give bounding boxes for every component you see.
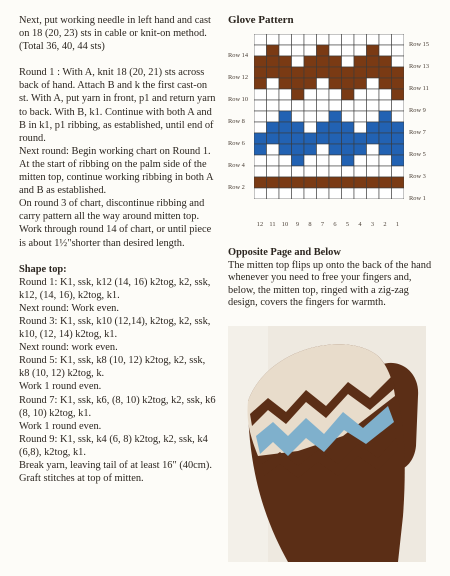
chart-cell [292, 67, 305, 78]
chart-cell [317, 144, 330, 155]
chart-cell [392, 111, 405, 122]
mitten-illustration [228, 326, 426, 562]
chart-cell [379, 89, 392, 100]
chart-cell [254, 34, 267, 45]
column-label: 5 [345, 221, 350, 228]
chart-cell [254, 56, 267, 67]
chart-cell [379, 122, 392, 133]
chart-cell [354, 122, 367, 133]
column-label: 1 [395, 221, 400, 228]
row-label: Row 9 [409, 107, 426, 114]
column-label: 8 [308, 221, 312, 228]
chart-cell [279, 188, 292, 199]
row-label: Row 3 [409, 173, 426, 180]
chart-cell [329, 155, 342, 166]
chart-cell [279, 166, 292, 177]
chart-cell [317, 89, 330, 100]
chart-cell [304, 78, 317, 89]
instructions-column [19, 14, 216, 485]
chart-cell [392, 166, 405, 177]
caption-heading: Opposite Page and Below [228, 247, 341, 258]
chart-cell [292, 100, 305, 111]
chart-cell [292, 78, 305, 89]
column-label: 7 [320, 221, 325, 228]
chart-cell [392, 67, 405, 78]
chart-cell [304, 111, 317, 122]
chart-cell [379, 78, 392, 89]
chart-cell [304, 133, 317, 144]
chart-cell [304, 144, 317, 155]
chart-cell [304, 89, 317, 100]
chart-cell [379, 133, 392, 144]
row-label: Row 7 [409, 129, 426, 136]
chart-cell [367, 133, 380, 144]
chart-cell [292, 34, 305, 45]
chart-cell [267, 144, 280, 155]
chart-cell [304, 45, 317, 56]
chart-cell [267, 100, 280, 111]
chart-cell [304, 56, 317, 67]
chart-cell [354, 34, 367, 45]
chart-cell [367, 111, 380, 122]
column-label: 11 [269, 221, 276, 228]
chart-cell [392, 133, 405, 144]
chart-cell [254, 45, 267, 56]
chart-cell [292, 45, 305, 56]
shape-line: Break yarn, leaving tail of at least 16" (40cm). [19, 460, 212, 471]
chart-cell [292, 188, 305, 199]
chart-cell [354, 133, 367, 144]
chart-cell [304, 100, 317, 111]
chart-cell [292, 122, 305, 133]
row-label: Row 13 [409, 63, 430, 70]
chart-cell [304, 155, 317, 166]
chart-cell [392, 177, 405, 188]
row-label: Row 2 [228, 184, 245, 191]
chart-cell [329, 67, 342, 78]
chart-cell [342, 166, 355, 177]
chart-cell [354, 177, 367, 188]
intro-paragraph: Next, put working needle in left hand and cast on 18 (20, 23) sts in cable or knit-on method. (Total 36, 40, 44 sts) [19, 15, 211, 53]
chart-cell [354, 89, 367, 100]
row-label: Row 11 [409, 85, 429, 92]
chart-cell [342, 67, 355, 78]
shape-line: Graft stitches at top of mitten. [19, 473, 144, 485]
shape-line: Round 3: K1, ssk, k10 (12,14), k2tog, k2, ssk, k10, (12, 14) k2tog, k1. [19, 315, 211, 341]
chart-cell [317, 177, 330, 188]
chart-cell [279, 144, 292, 155]
column-label: 10 [281, 221, 289, 228]
chart-cell [304, 188, 317, 199]
chart-cell [367, 144, 380, 155]
chart-cell [267, 45, 280, 56]
chart-cell [317, 100, 330, 111]
chart-cell [392, 56, 405, 67]
chart-cell [254, 188, 267, 199]
caption-text: The mitten top flips up onto the back of the hand whenever you need to free your fingers and, below, the mitten top, ringed with a zig-zag design, covers the fingers for warmth. [228, 259, 432, 309]
chart-cell [292, 144, 305, 155]
row-label: Row 8 [228, 118, 245, 125]
chart-cell [379, 188, 392, 199]
chart-cell [304, 67, 317, 78]
column-label: 9 [295, 221, 300, 228]
column-label: 6 [333, 221, 337, 228]
chart-cell [392, 34, 405, 45]
chart-cell [279, 67, 292, 78]
chart-cell [317, 122, 330, 133]
chart-cell [392, 155, 405, 166]
chart-cell [254, 78, 267, 89]
chart-cell [392, 45, 405, 56]
chart-cell [379, 166, 392, 177]
column-label: 2 [383, 221, 387, 228]
chart-cell [254, 67, 267, 78]
chart-cell [279, 133, 292, 144]
chart-cell [342, 144, 355, 155]
chart-cell [392, 144, 405, 155]
chart-cell [292, 133, 305, 144]
chart-cell [392, 100, 405, 111]
shape-line: Next round: work even. [19, 342, 118, 354]
chart-cell [329, 188, 342, 199]
chart-cell [292, 89, 305, 100]
chart-cell [342, 34, 355, 45]
chart-cell [379, 100, 392, 111]
chart-cell [292, 56, 305, 67]
chart-cell [329, 56, 342, 67]
chart-cell [379, 45, 392, 56]
chart-cell [279, 100, 292, 111]
chart-cell [292, 155, 305, 166]
chart-cell [254, 89, 267, 100]
chart-cell [342, 155, 355, 166]
chart-cell [267, 56, 280, 67]
chart-title: Glove Pattern [228, 14, 294, 26]
chart-cell [267, 67, 280, 78]
column-label: 12 [256, 221, 264, 228]
chart-cell [304, 122, 317, 133]
chart-cell [279, 45, 292, 56]
chart-cell [342, 56, 355, 67]
chart-cell [329, 34, 342, 45]
chart-cell [354, 67, 367, 78]
chart-cell [329, 89, 342, 100]
chart-cell [354, 144, 367, 155]
chart-cell [267, 155, 280, 166]
chart-cell [267, 78, 280, 89]
chart-cell [392, 188, 405, 199]
chart-cell [329, 144, 342, 155]
chart-cell [342, 122, 355, 133]
chart-cell [342, 100, 355, 111]
knitting-chart-grid [254, 34, 404, 199]
chart-cell [304, 34, 317, 45]
row-label: Row 15 [409, 41, 430, 48]
chart-cell [292, 111, 305, 122]
chart-cell [329, 166, 342, 177]
chart-cell [317, 188, 330, 199]
chart-cell [254, 177, 267, 188]
chart-cell [317, 34, 330, 45]
chart-cell [367, 89, 380, 100]
chart-cell [342, 45, 355, 56]
chart-cell [254, 100, 267, 111]
chart-cell [329, 177, 342, 188]
chart-cell [317, 78, 330, 89]
chart-cell [279, 111, 292, 122]
chart-cell [342, 188, 355, 199]
chart-cell [367, 155, 380, 166]
chart-cell [379, 111, 392, 122]
chart-cell [279, 122, 292, 133]
next-round-paragraph: Next round: Begin working chart on Round 1. At the start of ribbing on the palm side of the mitten top, continue working ribbing in both A and B as established. [19, 145, 213, 197]
row-label: Row 1 [409, 195, 426, 202]
chart-cell [317, 45, 330, 56]
chart-cell [367, 188, 380, 199]
chart-cell [329, 111, 342, 122]
row-label: Row 5 [409, 151, 426, 158]
round1-paragraph: Round 1 : With A, knit 18 (20, 21) sts across back of hand. Attach B and k the first cast-on st. With A, put yarn in front, p1 and return yarn to back. With B, k1. Continue with both A and B in k1, p1 ribbing, as established, until end of round. [19, 67, 216, 144]
shape-line: Round 7: K1, ssk, k6, (8, 10) k2tog, k2, ssk, k6 (8, 10) k2tog, k1. [19, 394, 216, 419]
shape-line: Next round: Work even. [19, 302, 119, 314]
chart-cell [267, 166, 280, 177]
chart-cell [329, 122, 342, 133]
chart-cell [354, 188, 367, 199]
chart-cell [329, 78, 342, 89]
chart-cell [254, 166, 267, 177]
shape-line: Round 9: K1, ssk, k4 (6, 8) k2tog, k2, ssk, k4 (6,8), k2tog, k1. [19, 433, 208, 458]
chart-cell [254, 133, 267, 144]
chart-cell [292, 177, 305, 188]
chart-cell [267, 188, 280, 199]
chart-cell [354, 166, 367, 177]
chart-cell [267, 34, 280, 45]
chart-cell [342, 177, 355, 188]
chart-cell [292, 166, 305, 177]
row-label: Row 12 [228, 74, 249, 81]
chart-cell [379, 34, 392, 45]
chart-cell [317, 111, 330, 122]
chart-cell [367, 67, 380, 78]
chart-cell [354, 100, 367, 111]
chart-cell [254, 111, 267, 122]
chart-cell [367, 45, 380, 56]
chart-cell [254, 122, 267, 133]
chart-cell [354, 78, 367, 89]
chart-cell [342, 111, 355, 122]
photo-caption [228, 247, 436, 310]
row-label: Row 6 [228, 140, 245, 147]
chart-cell [279, 155, 292, 166]
chart-cell [379, 155, 392, 166]
chart-cell [367, 122, 380, 133]
chart-cell [317, 166, 330, 177]
shape-line: Round 1: K1, ssk, k12 (14, 16) k2tog, k2, ssk, k12, (14, 16), k2tog, k1. [19, 276, 211, 301]
chart-cell [354, 45, 367, 56]
round3-paragraph: On round 3 of chart, discontinue ribbing and carry pattern all the way around mitten top. Work through round 14 of chart, or until piece is about 1½"shorter than desired length. [19, 198, 212, 249]
chart-cell [279, 89, 292, 100]
column-label: 4 [358, 221, 362, 228]
chart-cell [342, 133, 355, 144]
chart-cell [367, 100, 380, 111]
chart-cell [279, 56, 292, 67]
chart-cell [267, 122, 280, 133]
chart-cell [317, 155, 330, 166]
chart-cell [317, 67, 330, 78]
chart-cell [354, 56, 367, 67]
chart-cell [379, 177, 392, 188]
row-label: Row 10 [228, 96, 249, 103]
chart-cell [342, 78, 355, 89]
chart-cell [379, 144, 392, 155]
shape-line: Work 1 round even. [19, 381, 102, 393]
chart-cell [367, 34, 380, 45]
chart-cell [367, 177, 380, 188]
row-label: Row 14 [228, 52, 249, 59]
chart-cell [392, 89, 405, 100]
chart-cell [379, 56, 392, 67]
chart-cell [279, 34, 292, 45]
chart-cell [329, 133, 342, 144]
chart-cell [279, 78, 292, 89]
chart-cell [379, 67, 392, 78]
chart-cell [392, 122, 405, 133]
chart-cell [329, 45, 342, 56]
chart-cell [317, 56, 330, 67]
chart-cell [254, 155, 267, 166]
chart-cell [367, 166, 380, 177]
chart-cell [304, 177, 317, 188]
chart-cell [317, 133, 330, 144]
chart-cell [367, 56, 380, 67]
chart-cell [267, 133, 280, 144]
mitten-photo [228, 326, 426, 562]
column-label: 3 [370, 221, 375, 228]
chart-cell [254, 144, 267, 155]
shape-top-heading: Shape top: [19, 263, 67, 275]
row-label: Row 4 [228, 162, 245, 169]
chart-cell [279, 177, 292, 188]
chart-cell [392, 78, 405, 89]
chart-cell [304, 166, 317, 177]
chart-cell [267, 89, 280, 100]
chart-cell [267, 177, 280, 188]
shape-line: Work 1 round even. [19, 420, 102, 432]
chart-cell [342, 89, 355, 100]
chart-cell [267, 111, 280, 122]
chart-cell [329, 100, 342, 111]
shape-line: Round 5: K1, ssk, k8 (10, 12) k2tog, k2, ssk, k8 (10, 12) k2tog, k. [19, 355, 206, 380]
chart-cell [354, 155, 367, 166]
chart-cell [367, 78, 380, 89]
chart-cell [354, 111, 367, 122]
